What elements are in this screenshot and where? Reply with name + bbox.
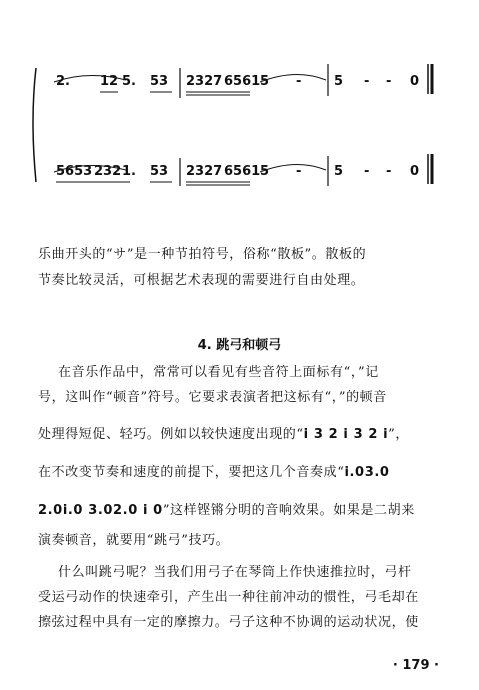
paragraph-line: 乐曲开头的“サ”是一种节拍符号，俗称“散板”。散板的 (38, 247, 367, 262)
score-note: 5. (122, 74, 136, 89)
score-note: 53 (150, 164, 169, 179)
score-dash: - (296, 164, 302, 179)
score-rest: 0 (410, 74, 420, 89)
paragraph-line (38, 498, 446, 523)
notation-example: i 3 2 i 3 2 i (303, 427, 389, 442)
music-score (28, 60, 448, 200)
notation-example: 2.0i.0 3.02.0 i 0 (38, 503, 163, 518)
paragraph-line: 擦弦过程中具有一定的摩擦力。弓子这种不协调的运动状况，使 (38, 615, 419, 630)
score-note: 5 (334, 74, 344, 89)
paragraph-line (38, 460, 446, 485)
paragraph-line: 节奏比较灵活，可根据艺术表现的需要进行自由处理。 (38, 273, 365, 288)
score-dash: - (364, 164, 370, 179)
score-note: 5 (260, 74, 270, 89)
score-note: 2. (56, 74, 70, 89)
score-note: 6561 (224, 74, 261, 89)
paragraph-line: 演奏顿音，就要用“跳弓”技巧。 (38, 533, 230, 548)
score-note: 5 (260, 164, 270, 179)
score-note: 6561 (224, 164, 261, 179)
score-rest: 0 (410, 164, 420, 179)
page-number: · 179 · (392, 658, 439, 673)
score-dash: - (296, 74, 302, 89)
score-note: 2327 (186, 74, 223, 89)
score-note: 232 (94, 164, 122, 179)
paragraph-line: 在音乐作品中，常常可以看见有些音符上面标有“，”记 (58, 365, 379, 380)
score-note: 5653 (56, 164, 93, 179)
paragraph-text: ”这样铿锵分明的音响效果。如果是二胡来 (162, 503, 415, 518)
score-dash: - (386, 164, 392, 179)
score-note: 53 (150, 74, 169, 89)
section-heading: 4. 跳弓和顿弓 (197, 338, 282, 353)
paragraph-text: 在不改变节奏和速度的前提下，要把这几个音奏成“ (38, 465, 345, 480)
paragraph-line: 号，这叫作“顿音”符号。它要求表演者把这标有“，”的顿音 (38, 390, 387, 405)
score-dash: - (364, 74, 370, 89)
score-note: 5 (334, 164, 344, 179)
score-note: 12 (100, 74, 119, 89)
paragraph-line: 受运弓动作的快速牵引，产生出一种往前冲动的惯性，弓毛却在 (38, 590, 419, 605)
paragraph-line: 什么叫跳弓呢？当我们用弓子在琴筒上作快速推拉时，弓杆 (58, 565, 412, 580)
paragraph-text: 处理得短促、轻巧。例如以较快速度出现的“ (38, 427, 304, 442)
score-dash: - (386, 74, 392, 89)
paragraph-text: ”， (388, 427, 410, 442)
notation-example: i.03.0 (344, 465, 390, 480)
score-note: 2327 (186, 164, 223, 179)
score-note: 1. (122, 164, 136, 179)
paragraph-line (38, 422, 446, 447)
